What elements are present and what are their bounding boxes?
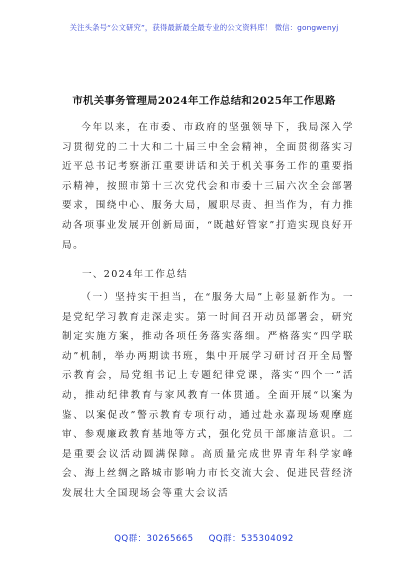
footer-qq-groups <box>0 532 408 544</box>
section-heading: 一、2024年工作总结 <box>82 269 188 280</box>
section-paragraph: （一）坚持实干担当，在“服务大局”上彰显新作为。一是党纪学习教育走深走实。第一时间召开动员部署会，研究制定实施方案，推动各项任务落实落细。严格落实“四学联动”机制，举办两期读书班，集中开展学习研讨召开全局警示教育会，局党组书记上专题纪律党课，落实“四个一”活动，推动纪律教育与家风教育一体贯通。全面开展“以案为鉴、以案促改”警示教育专项行动，通过赴永嘉现场观摩庭审、参观廉政教育基地等方式，强化党员干部廉洁意识。二是重要会议活动圆满保障。高质量完成世界青年科学家峰会、海上丝绸之路城市影响力市长交流大会、促进民营经济发展壮大全国现场会等重大会议活 <box>62 292 354 499</box>
section-paragraph-block <box>62 288 354 504</box>
intro-paragraph: 今年以来，在市委、市政府的坚强领导下，我局深入学习贯彻党的二十大和二十届三中全会精神，全面贯彻落实习近平总书记考察浙江重要讲话和关于机关事务工作的重要指示精神，按照市第十三次党代会和市委十三届六次全会部署要求，围绕中心、服务大局，履职尽责、担当作为，有力推动各项事业发展开创新局面，“既越好管家”打造实现良好开局。 <box>62 122 354 251</box>
qq-group-1: QQ群：30265665 <box>114 534 194 544</box>
header-notice: 关注头条号“公文研究”，获得最新最全最专业的公文资料库！ 微信：gongwenyj <box>69 23 339 32</box>
document-title: 市机关事务管理局2024年工作总结和2025年工作思路 <box>72 95 336 107</box>
qq-group-2: QQ群：535304092 <box>208 534 294 544</box>
intro-paragraph-block <box>62 118 354 255</box>
